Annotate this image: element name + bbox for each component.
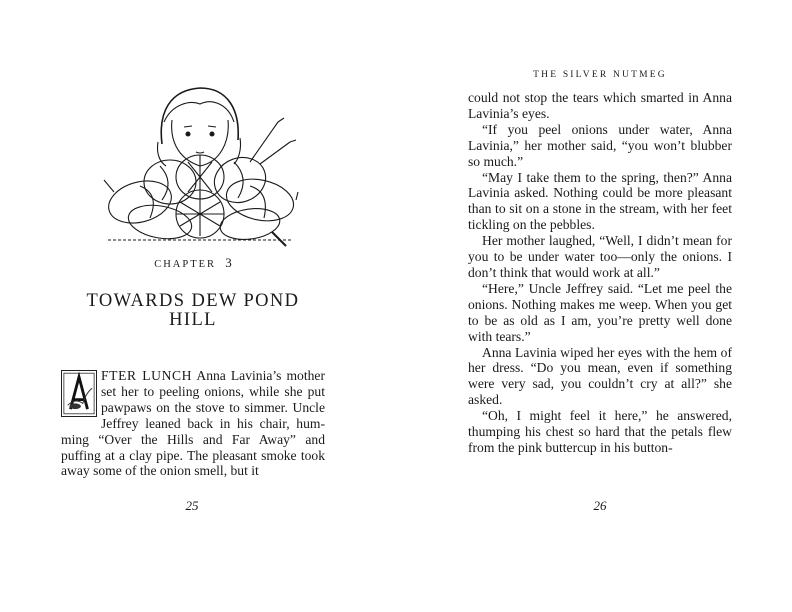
opening-small-caps: FTER LUNCH — [101, 368, 193, 383]
paragraph: “Oh, I might feel it here,” he answered, thumping his chest so hard that the petals flew from the pink buttercup in his button- — [468, 408, 732, 455]
paragraph: “Here,” Uncle Jeffrey said. “Let me peel the onions. Nothing makes me weep. When you get to be as old as I am, you’re pretty well done with tears.” — [468, 280, 732, 344]
drop-cap — [61, 370, 97, 417]
onion-pile — [104, 118, 298, 246]
left-page-body — [61, 368, 325, 479]
paragraph-text: Anna Lavinia’s mother set her to peeling onions, while she put pawpaws on the stove to simmer. Uncle Jeffrey leaned back in his chair, humming “Over the Hills and Far Away” and puffing at a clay pipe. The pleasant smoke took away some of the onion smell, but it — [61, 368, 325, 479]
girl-left-eye — [186, 132, 190, 136]
girl-behind-onions-illustration — [100, 82, 300, 247]
girl-right-eye — [210, 132, 214, 136]
paragraph — [61, 368, 325, 479]
page-number-left: 25 — [185, 498, 199, 513]
chapter-number: 3 — [225, 255, 232, 270]
drop-cap-letter-icon — [62, 371, 96, 416]
page-number-right: 26 — [593, 498, 607, 513]
paragraph: “If you peel onions under water, Anna Lavinia,” her mother said, “you won’t blubber so much.” — [468, 121, 732, 169]
chapter-title: TOWARDS DEW POND HILL — [86, 291, 300, 330]
chapter-label-text: CHAPTER — [154, 259, 217, 270]
paragraph: Anna Lavinia wiped her eyes with the hem of her dress. “Do you mean, even if something were very sad, you couldn’t cry at all?” she asked. — [468, 344, 732, 408]
paragraph: “May I take them to the spring, then?” Anna Lavinia asked. Nothing could be more pleasant than to sit on a stone in the stream, with her feet tickling on the pebbles. — [468, 169, 732, 233]
paragraph: could not stop the tears which smarted in Anna Lavinia’s eyes. — [468, 90, 732, 121]
running-head: THE SILVER NUTMEG — [533, 70, 667, 80]
paragraph: Her mother laughed, “Well, I didn’t mean for you to be under water too—only the onions. I don’t think that would work at all.” — [468, 233, 732, 280]
right-page-body — [468, 90, 732, 456]
onion-illustration-icon — [100, 82, 300, 247]
chapter-label — [61, 255, 325, 271]
